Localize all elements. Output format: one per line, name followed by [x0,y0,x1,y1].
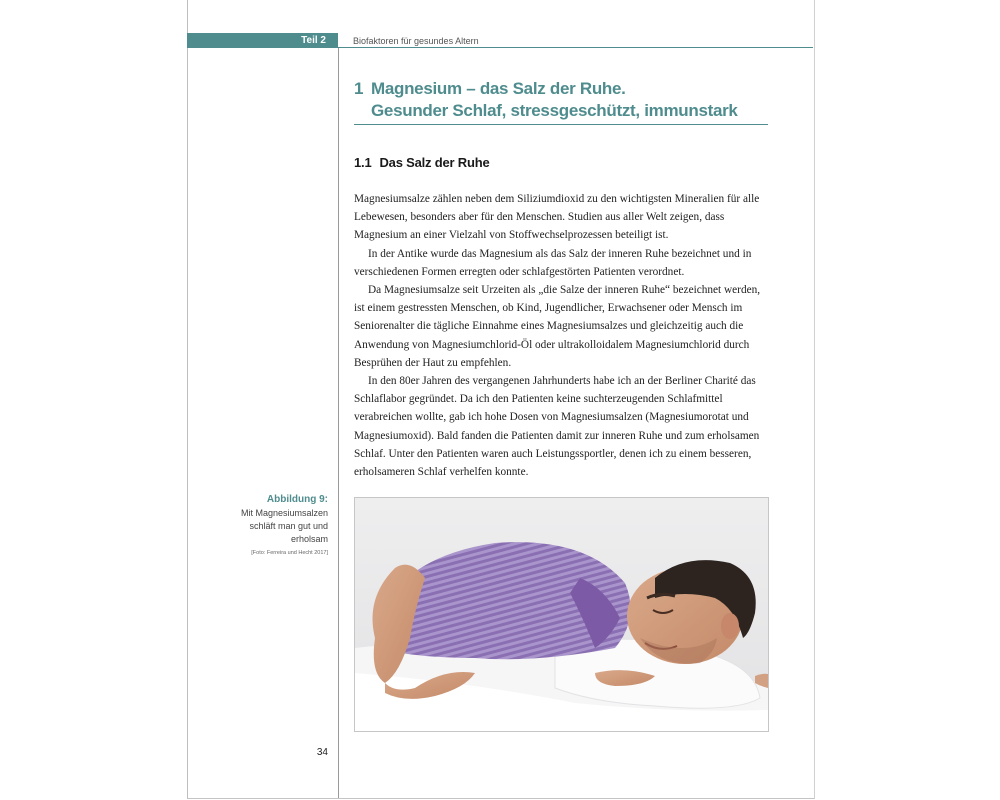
page-number: 34 [316,747,328,758]
chapter-title-line2: Gesunder Schlaf, stressgeschützt, immunstark [371,101,738,120]
chapter-title-line1: Magnesium – das Salz der Ruhe. [371,79,626,98]
running-header [187,33,813,48]
running-header-title: Biofaktoren für gesundes Altern [353,36,479,46]
figure-caption [200,493,328,557]
paragraph: Da Magnesiumsalze seit Urzeiten als „die Salze der inneren Ruhe“ bezeichnet werden, ist einem gestressten Menschen, ob Kind, Jugendlicher, Erwachsener oder Mensch im Seniorenalter die tägliche Einnahme eines Magnesiumsalzes und gleichzeitig auch die Anwendung von Magnesiumchlorid-Öl oder ultrakolloidalem Magnesiumchlorid durch Besprühen der Haut zu empfehlen. [354,284,761,369]
paragraph: In der Antike wurde das Magnesium als das Salz der inneren Ruhe bezeichnet und in verschiedenen Formen erregten oder schlafgestörten Patienten verordnet. [354,247,752,278]
part-label: Teil 2 [187,33,338,48]
section-heading [354,155,490,170]
chapter-rule [354,124,768,125]
figure-photo-sleeping-man [354,497,769,732]
section-number: 1.1 [354,155,372,170]
figure-credit: [Foto: Ferreira und Hecht 2017] [251,550,328,556]
chapter-number: 1 [354,79,364,98]
paragraph: In den 80er Jahren des vergangenen Jahrhunderts habe ich an der Berliner Charité das Schlaflabor gegründet. Da ich den Patienten keine suchterzeugenden Schlafmittel verabreichen wollte, gab ich hohe Dosen von Magnesiumsalzen (Magnesiumorotat und Magnesiumoxid). Bald fanden die Patienten damit zur inneren Ruhe und zum erholsamen Schlaf. Unter den Patienten waren auch Leistungssportler, denen ich zu einem besseren, erholsameren Schlaf verhelfen konnte. [354,375,760,479]
section-title: Das Salz der Ruhe [379,155,490,170]
paragraph: Magnesiumsalze zählen neben dem Siliziumdioxid zu den wichtigsten Mineralien für alle Lebewesen, besonders aber für den Menschen. Studien aus aller Welt zeigen, dass Magnesium an einer Vielzahl von Stoffwechselprozessen beteiligt ist. [354,193,760,242]
body-text [354,190,768,481]
chapter-title [354,78,768,122]
figure-caption-text: Mit Magnesiumsalzen schläft man gut und erholsam [240,508,328,544]
sleeping-man-illustration [355,498,768,731]
margin-divider [338,48,339,798]
figure-label: Abbildung 9: [266,494,328,505]
